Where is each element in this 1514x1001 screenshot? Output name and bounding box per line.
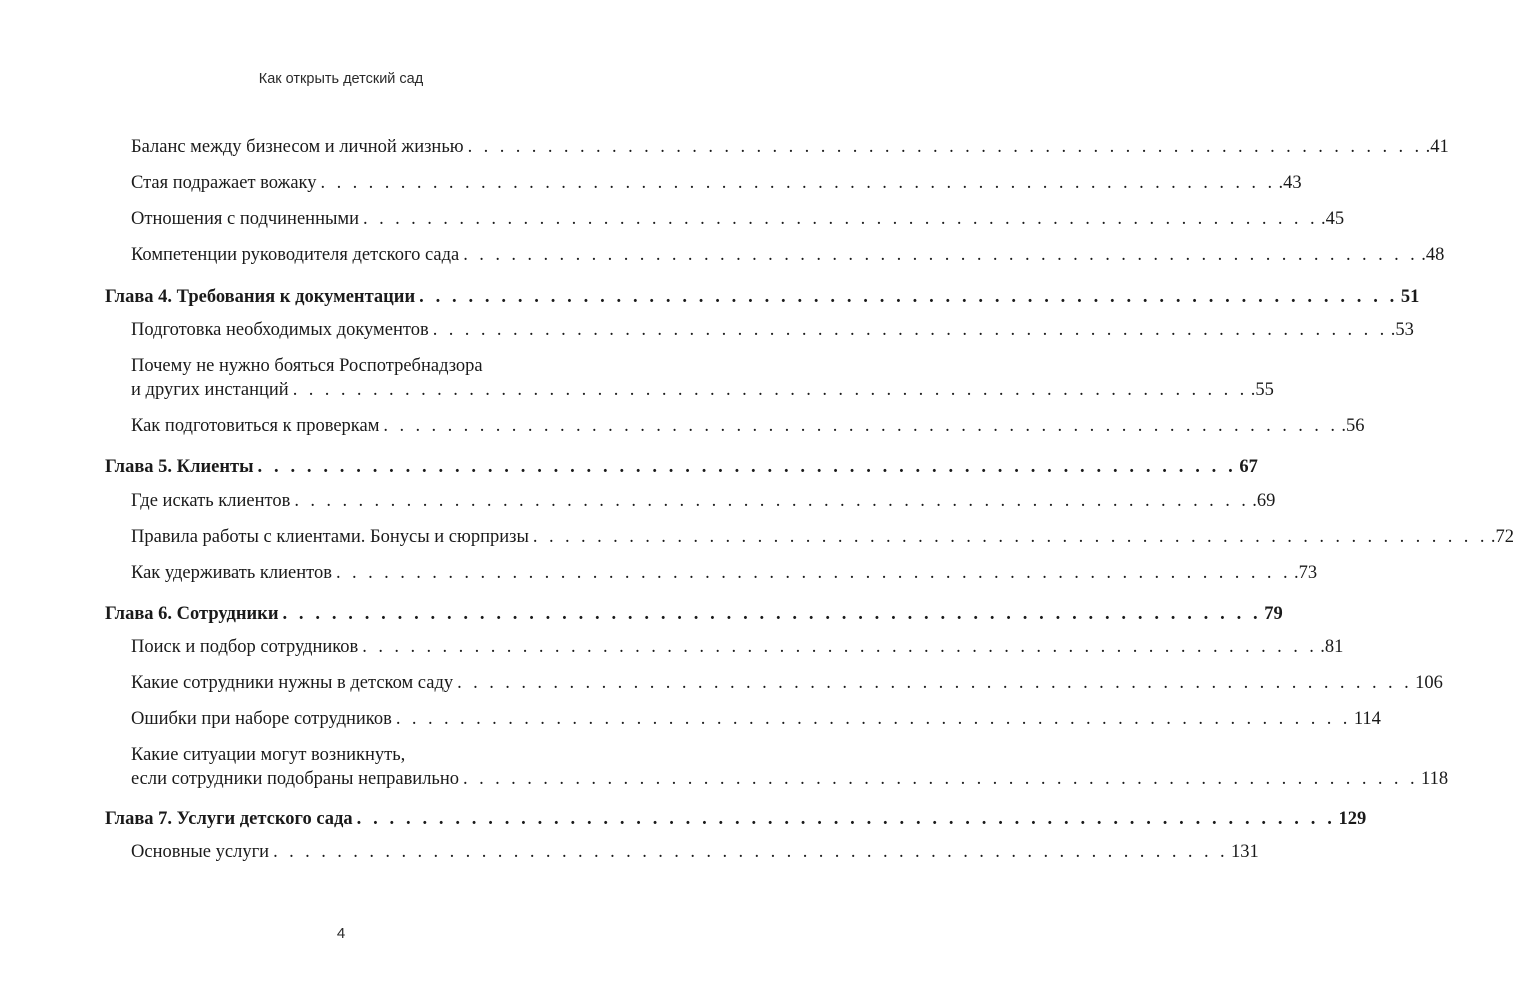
dot-leader: . . . . . . . . . . . . . . . . . . . . . . . . . . . . . . . . . . . . . . . . . . . . . . . . . . . . . . . . . . . .	[432, 320, 1388, 340]
toc-chapter-entry	[105, 600, 1283, 628]
toc-page-number: .73	[1293, 563, 1318, 583]
toc-page-number: .45	[1321, 209, 1345, 229]
toc-entry-title: Поиск и подбор сотрудников	[131, 637, 359, 657]
dot-leader: . . . . . . . . . . . . . . . . . . . . . . . . . . . . . . . . . . . . . . . . . . . . . . . . . . . . . . . . . . . .	[395, 709, 1351, 729]
toc-entry-title: Компетенции руководителя детского сада	[131, 245, 460, 265]
toc-entry-title: Какие сотрудники нужны в детском саду	[131, 673, 454, 693]
dot-leader: . . . . . . . . . . . . . . . . . . . . . . . . . . . . . . . . . . . . . . . . . . . . . . . . . . . . . . . . . . . .	[467, 137, 1423, 157]
toc-entry	[131, 559, 1318, 587]
toc-entry	[131, 241, 1445, 269]
toc-page-number: .41	[1425, 137, 1449, 157]
dot-leader: . . . . . . . . . . . . . . . . . . . . . . . . . . . . . . . . . . . . . . . . . . . . . . . . . . . . . . . . . . . .	[320, 173, 1276, 193]
toc-entry-title: Правила работы с клиентами. Бонусы и сюрпризы	[131, 527, 529, 547]
toc-page-number: .69	[1252, 491, 1276, 511]
toc-chapter-entry	[105, 453, 1258, 481]
toc-page-number: .55	[1250, 380, 1274, 400]
dot-leader: . . . . . . . . . . . . . . . . . . . . . . . . . . . . . . . . . . . . . . . . . . . . . . . . . . . . . . . . . . . .	[419, 287, 1398, 307]
dot-leader: . . . . . . . . . . . . . . . . . . . . . . . . . . . . . . . . . . . . . . . . . . . . . . . . . . . . . . . . . . . .	[363, 209, 1318, 229]
toc-entry	[131, 205, 1345, 233]
toc-chapter-entry	[105, 283, 1420, 311]
toc-entry	[131, 316, 1414, 344]
toc-entry-title: Как подготовиться к проверкам	[131, 416, 380, 436]
page-number: 4	[336, 925, 346, 942]
toc-entry-title: Отношения с подчиненными	[131, 209, 360, 229]
dot-leader: . . . . . . . . . . . . . . . . . . . . . . . . . . . . . . . . . . . . . . . . . . . . . . . . . . . . . . . . . . . .	[457, 673, 1413, 693]
dot-leader: . . . . . . . . . . . . . . . . . . . . . . . . . . . . . . . . . . . . . . . . . . . . . . . . . . . . . . . . . . . .	[463, 769, 1419, 789]
toc-entry-title: Как удерживать клиентов	[131, 563, 332, 583]
toc-page-number: 51	[1400, 287, 1420, 307]
toc-entry	[131, 705, 1381, 733]
toc-entry-title: Баланс между бизнесом и личной жизнью	[131, 137, 464, 157]
toc-page-number: .56	[1341, 416, 1365, 436]
dot-leader: . . . . . . . . . . . . . . . . . . . . . . . . . . . . . . . . . . . . . . . . . . . . . . . . . . . . . . . . . . . .	[383, 416, 1339, 436]
toc-page-number: 106	[1415, 673, 1443, 693]
dot-leader: . . . . . . . . . . . . . . . . . . . . . . . . . . . . . . . . . . . . . . . . . . . . . . . . . . . . . . . . . . . .	[336, 563, 1291, 583]
dot-leader: . . . . . . . . . . . . . . . . . . . . . . . . . . . . . . . . . . . . . . . . . . . . . . . . . . . . . . . . . . . .	[532, 527, 1488, 547]
toc-page-number: .72	[1490, 527, 1514, 547]
dot-leader: . . . . . . . . . . . . . . . . . . . . . . . . . . . . . . . . . . . . . . . . . . . . . . . . . . . . . . . . . . . .	[282, 604, 1262, 624]
dot-leader: . . . . . . . . . . . . . . . . . . . . . . . . . . . . . . . . . . . . . . . . . . . . . . . . . . . . . . . . . . . .	[257, 457, 1237, 477]
toc-page-number: .48	[1421, 245, 1445, 265]
dot-leader: . . . . . . . . . . . . . . . . . . . . . . . . . . . . . . . . . . . . . . . . . . . . . . . . . . . . . . . . . . . .	[463, 245, 1419, 265]
toc-entry	[131, 765, 1449, 793]
toc-entry	[131, 376, 1274, 404]
toc-entry	[131, 133, 1449, 161]
toc-entry-title: Где искать клиентов	[131, 491, 291, 511]
toc-page-number: 114	[1353, 709, 1381, 729]
toc-entry	[131, 169, 1302, 197]
toc-entry-title: если сотрудники подобраны неправильно	[131, 769, 460, 789]
toc-entry	[131, 633, 1344, 661]
toc-entry-title: Ошибки при наборе сотрудников	[131, 709, 392, 729]
toc-entry	[131, 838, 1259, 866]
toc-entry-title: Основные услуги	[131, 842, 270, 862]
toc-page-number: 118	[1421, 769, 1449, 789]
toc-page-number: 129	[1338, 809, 1367, 829]
toc-entry	[131, 487, 1276, 515]
toc-entry	[131, 669, 1443, 697]
toc-chapter-title: Глава 5. Клиенты	[105, 457, 254, 477]
toc-chapter-title: Глава 7. Услуги детского сада	[105, 809, 353, 829]
dot-leader: . . . . . . . . . . . . . . . . . . . . . . . . . . . . . . . . . . . . . . . . . . . . . . . . . . . . . . . . . . . .	[356, 809, 1336, 829]
toc-page-number: .81	[1320, 637, 1344, 657]
toc-entry-title-line1: Какие ситуации могут возникнуть,	[131, 745, 406, 765]
running-title: Как открыть детский сад	[258, 71, 424, 87]
toc-page-number: 79	[1264, 604, 1283, 624]
toc-chapter-title: Глава 6. Сотрудники	[105, 604, 279, 624]
toc-entry	[131, 412, 1365, 440]
toc-entry-title: Стая подражает вожаку	[131, 173, 317, 193]
toc-chapter-entry	[105, 805, 1367, 833]
toc-entry-title: и других инстанций	[131, 380, 289, 400]
dot-leader: . . . . . . . . . . . . . . . . . . . . . . . . . . . . . . . . . . . . . . . . . . . . . . . . . . . . . . . . . . . .	[273, 842, 1229, 862]
dot-leader: . . . . . . . . . . . . . . . . . . . . . . . . . . . . . . . . . . . . . . . . . . . . . . . . . . . . . . . . . . . .	[292, 380, 1248, 400]
toc-chapter-title: Глава 4. Требования к документации	[105, 287, 416, 307]
toc-page-number: 131	[1231, 842, 1259, 862]
toc-entry-title: Подготовка необходимых документов	[131, 320, 429, 340]
toc-page-number: .53	[1390, 320, 1414, 340]
dot-leader: . . . . . . . . . . . . . . . . . . . . . . . . . . . . . . . . . . . . . . . . . . . . . . . . . . . . . . . . . . . .	[294, 491, 1250, 511]
dot-leader: . . . . . . . . . . . . . . . . . . . . . . . . . . . . . . . . . . . . . . . . . . . . . . . . . . . . . . . . . . . .	[362, 637, 1318, 657]
toc-page-number: .43	[1278, 173, 1302, 193]
toc-entry-title-line1: Почему не нужно бояться Роспотребнадзора	[131, 356, 483, 376]
toc-page-number: 67	[1239, 457, 1258, 477]
toc-entry	[131, 523, 1514, 551]
